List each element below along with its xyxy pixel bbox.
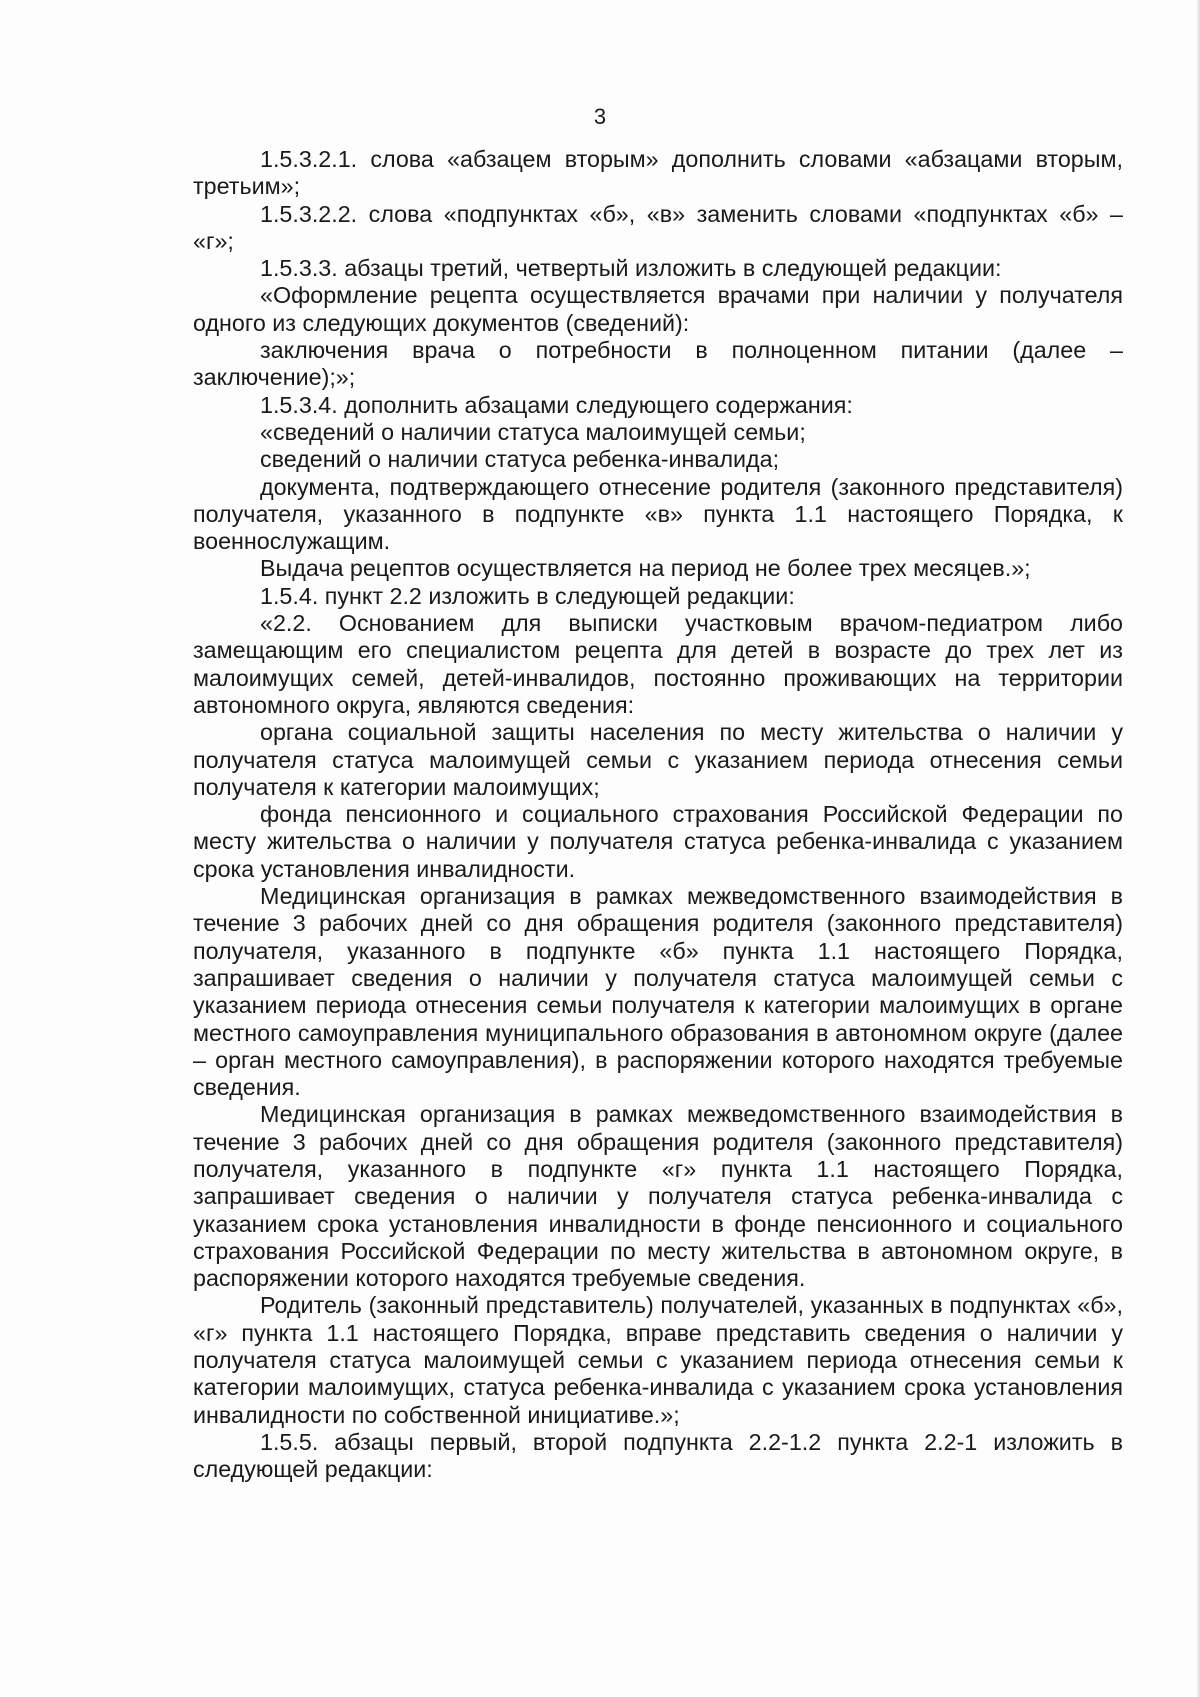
paragraph-1-5-5: 1.5.5. абзацы первый, второй подпункта 2.2-1.2 пункта 2.2-1 изложить в следующей редакции: [193,1428,1123,1483]
paragraph-social-protection-body: органа социальной защиты населения по месту жительства о наличии у получателя статуса малоимущей семьи с указанием периода отнесения семьи получателя к категории малоимущих; [193,719,1123,800]
paragraph-2-2: «2.2. Основанием для выписки участковым врачом-педиатром либо замещающим его специалистом рецепта для детей в возрасте до трех лет из малоимущих семей, детей-инвалидов, постоянно проживающих на территории автономного округа, являются сведения: [193,610,1123,718]
paragraph-1-5-3-2-1: 1.5.3.2.1. слова «абзацем вторым» дополнить словами «абзацами вторым, третьим»; [193,146,1123,200]
paragraph-1-5-4: 1.5.4. пункт 2.2 изложить в следующей редакции: [260,582,795,609]
paragraph-medical-org-request-b: Медицинская организация в рамках межведомственного взаимодействия в течение 3 рабочих дней со дня обращения родителя (законного представителя) получателя, указанного в подпункте «б» пункта 1.1 настоящего Порядка, запрашивает сведения о наличии у получателя статуса малоимущей семьи с указанием периода отнесения семьи получателя к категории малоимущих в органе местного самоуправления муниципального образования в автономном округе (далее – орган местного самоуправления), в распоряжении которого находятся требуемые сведения. [193,883,1123,1101]
paragraph-parent-initiative: Родитель (законный представитель) получателей, указанных в подпунктах «б», «г» пункта 1.1 настоящего Порядка, вправе представить сведения о наличии у получателя статуса малоимущей семьи с указанием периода отнесения семьи к категории малоимущих, статуса ребенка-инвалида с указанием срока установления инвалидности по собственной инициативе.»; [193,1292,1123,1428]
paragraph-disabled-child-status: сведений о наличии статуса ребенка-инвалида; [260,446,780,473]
paragraph-recipe-period: Выдача рецептов осуществляется на период не более трех месяцев.»; [260,555,1031,582]
paragraph-1-5-3-4: 1.5.3.4. дополнить абзацами следующего содержания: [260,391,853,418]
document-body [193,146,1123,1484]
paragraph-recipe-registration: «Оформление рецепта осуществляется врачами при наличии у получателя одного из следующих документов (сведений): [193,282,1123,336]
paragraph-low-income-status: «сведений о наличии статуса малоимущей семьи; [260,418,806,445]
paragraph-pension-fund: фонда пенсионного и социального страхования Российской Федерации по месту жительства о наличии у получателя статуса ребенка-инвалида с указанием срока установления инвалидности. [193,801,1123,882]
paragraph-doctor-conclusion: заключения врача о потребности в полноценном питании (далее – заключение);»; [193,337,1123,391]
paragraph-1-5-3-3: 1.5.3.3. абзацы третий, четвертый изложить в следующей редакции: [260,255,1002,282]
page-number: 3 [593,104,607,129]
paragraph-military-document: документа, подтверждающего отнесение родителя (законного представителя) получателя, указанного в подпункте «в» пункта 1.1 настоящего Порядка, к военнослужащим. [193,473,1123,555]
paragraph-1-5-3-2-2: 1.5.3.2.2. слова «подпунктах «б», «в» заменить словами «подпунктах «б» – «г»; [193,200,1123,254]
paragraph-medical-org-request-g: Медицинская организация в рамках межведомственного взаимодействия в течение 3 рабочих дней со дня обращения родителя (законного представителя) получателя, указанного в подпункте «г» пункта 1.1 настоящего Порядка, запрашивает сведения о наличии у получателя статуса ребенка-инвалида с указанием срока установления инвалидности в фонде пенсионного и социального страхования Российской Федерации по месту жительства в автономном округе, в распоряжении которого находятся требуемые сведения. [193,1101,1123,1292]
